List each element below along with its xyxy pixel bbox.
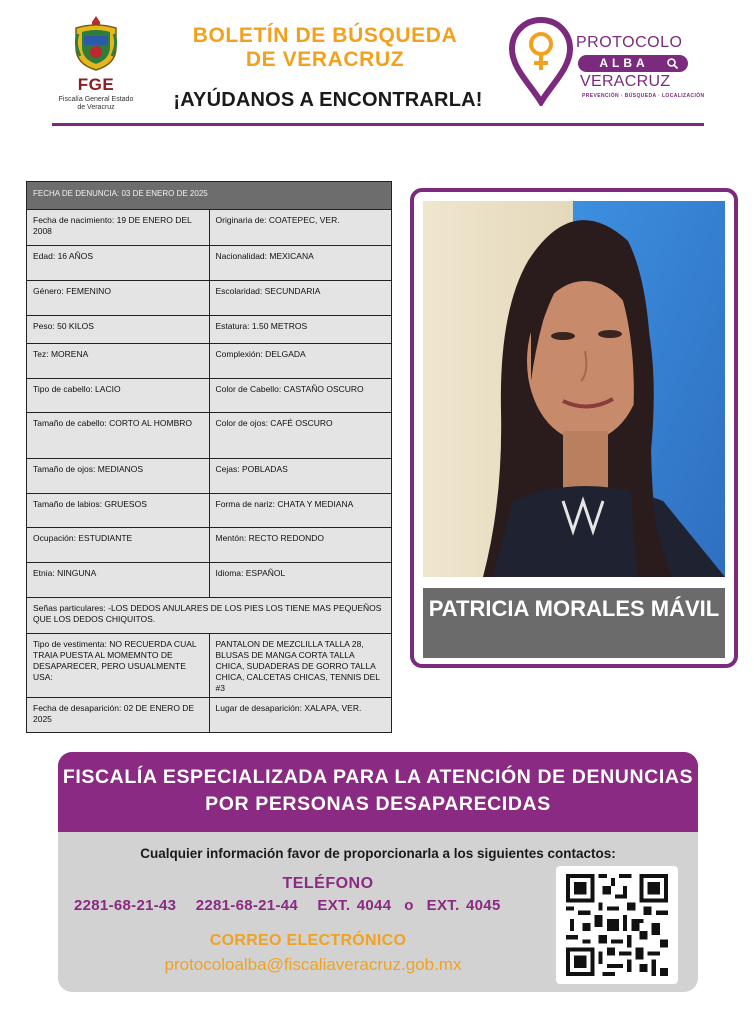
clothing-value-cell: PANTALON DE MEZCLILLA TALLA 28, BLUSAS DE MANGA CORTA TALLA CHICA, SUDADERAS DE GORRO TALLA CHICA, CALCETAS CHICAS, TENNIS DEL #3 <box>209 634 392 698</box>
origin-cell: Originaria de: COATEPEC, VER. <box>209 210 392 246</box>
contact-panel <box>58 752 698 992</box>
ethnicity-cell: Etnia: NINGUNA <box>27 563 210 598</box>
table-row <box>27 316 392 344</box>
magnifier-icon <box>666 57 679 70</box>
help-us-subtitle: ¡AYÚDANOS A ENCONTRARLA! <box>173 89 483 111</box>
chin-cell: Mentón: RECTO REDONDO <box>209 528 392 563</box>
complexion-tone-cell: Tez: MORENA <box>27 344 210 379</box>
qr-code-icon <box>556 866 678 984</box>
table-row <box>27 210 392 246</box>
schooling-cell: Escolaridad: SECUNDARIA <box>209 281 392 316</box>
build-cell: Complexión: DELGADA <box>209 344 392 379</box>
header <box>0 0 754 130</box>
person-photo <box>423 201 725 577</box>
table-row <box>27 379 392 413</box>
hair-color-cell: Color de Cabello: CASTAÑO OSCURO <box>209 379 392 413</box>
email-address: protocoloalba@fiscaliaveracruz.gob.mx <box>164 955 462 974</box>
eye-color-cell: Color de ojos: CAFÉ OSCURO <box>209 413 392 459</box>
email-label: CORREO ELECTRÓNICO <box>209 932 407 949</box>
logo-alba-text: ALBA <box>578 55 688 72</box>
gender-cell: Género: FEMENINO <box>27 281 210 316</box>
lips-cell: Tamaño de labios: GRUESOS <box>27 494 210 528</box>
nationality-cell: Nacionalidad: MEXICANA <box>209 246 392 281</box>
birth-date-cell: Fecha de nacimiento: 19 DE ENERO DEL 2008 <box>27 210 210 246</box>
hair-length-cell: Tamaño de cabello: CORTO AL HOMBRO <box>27 413 210 459</box>
table-row <box>27 698 392 733</box>
bulletin-title-line2: DE VERACRUZ <box>245 48 405 71</box>
eye-size-cell: Tamaño de ojos: MEDIANOS <box>27 459 210 494</box>
logo-tagline: PREVENCIÓN · BÚSQUEDA · LOCALIZACIÓN <box>582 93 705 99</box>
table-row <box>27 459 392 494</box>
table-row <box>27 344 392 379</box>
bulletin-title <box>150 24 500 72</box>
bulletin-title-line1: BOLETÍN DE BÚSQUEDA <box>192 24 458 47</box>
state-seal-icon <box>70 14 122 72</box>
clothing-label-cell: Tipo de vestimenta: NO RECUERDA CUAL TRAIA PUESTA AL MOMEMNTO DE DESAPARECER, PERO USUALMENTE USA: <box>27 634 210 698</box>
age-cell: Edad: 16 AÑOS <box>27 246 210 281</box>
logo-protocolo-text: PROTOCOLO <box>576 34 683 51</box>
hair-type-cell: Tipo de cabello: LACIO <box>27 379 210 413</box>
height-cell: Estatura: 1.50 METROS <box>209 316 392 344</box>
contact-instructions: Cualquier información favor de proporcionarla a los siguientes contactos: <box>140 846 616 861</box>
occupation-cell: Ocupación: ESTUDIANTE <box>27 528 210 563</box>
logo-veracruz-text: VERACRUZ <box>580 73 671 90</box>
distinguishing-marks-cell: Señas particulares: -LOS DEDOS ANULARES DE LOS PIES LOS TIENE MAS PEQUEÑOS QUE LOS DEDOS CHIQUITOS. <box>27 598 392 634</box>
table-row <box>27 563 392 598</box>
disappearance-place-cell: Lugar de desaparición: XALAPA, VER. <box>209 698 392 733</box>
table-row <box>27 634 392 698</box>
person-name: PATRICIA MORALES MÁVIL <box>423 588 725 658</box>
language-cell: Idioma: ESPAÑOL <box>209 563 392 598</box>
fge-label: FGE <box>77 75 115 94</box>
fge-subtitle: Fiscalía General Estado de Veracruz <box>58 96 134 111</box>
female-location-pin-icon <box>508 16 574 106</box>
table-row <box>27 413 392 459</box>
person-card <box>410 188 738 668</box>
fiscalia-heading: FISCALÍA ESPECIALIZADA PARA LA ATENCIÓN DE DENUNCIAS POR PERSONAS DESAPARECIDAS <box>58 752 698 832</box>
report-table <box>26 181 392 733</box>
header-divider <box>52 123 704 126</box>
phone-numbers: 2281-68-21-43 2281-68-21-44 EXT. 4044 o EXT. 4045 <box>74 897 501 914</box>
table-row <box>27 598 392 634</box>
weight-cell: Peso: 50 KILOS <box>27 316 210 344</box>
report-date-row <box>27 182 392 210</box>
disappearance-date-cell: Fecha de desaparición: 02 DE ENERO DE 2025 <box>27 698 210 733</box>
nose-cell: Forma de nariz: CHATA Y MEDIANA <box>209 494 392 528</box>
table-row <box>27 246 392 281</box>
table-row <box>27 528 392 563</box>
table-row <box>27 281 392 316</box>
phone-label: TELÉFONO <box>282 875 374 892</box>
report-date: FECHA DE DENUNCIA: 03 DE ENERO DE 2025 <box>27 182 392 210</box>
eyebrows-cell: Cejas: POBLADAS <box>209 459 392 494</box>
table-row <box>27 494 392 528</box>
